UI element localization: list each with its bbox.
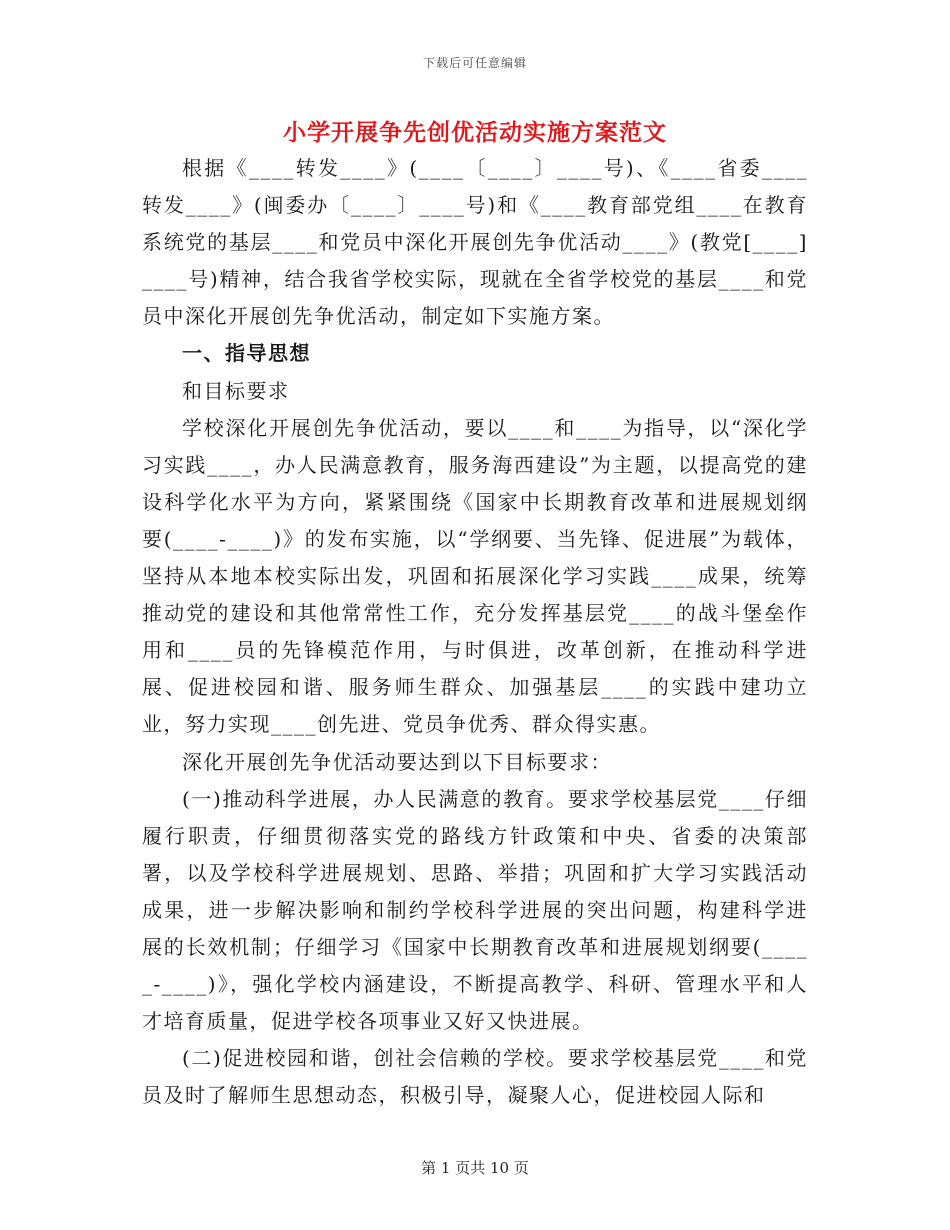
paragraph-goal-1: (一)推动科学进展，办人民满意的教育。要求学校基层党____仔细履行职责，仔细贯彻落实党的路线方针政策和中央、省委的决策部署，以及学校科学进展规划、思路、举措；巩固和扩大学习实践活动成果，进一步解决影响和制约学校科学进展的突出问题，构建科学进展的长效机制；仔细学习《国家中长期教育改革和进展规划纲要(_____-____)》，强化学校内涵建设，不断提高教学、科研、管理水平和人才培育质量，促进学校各项事业又好又快进展。: [142, 786, 808, 1034]
paragraph-goals-intro: 深化开展创先争优活动要达到以下目标要求：: [182, 749, 612, 774]
page-header: 下载后可任意编辑: [422, 56, 527, 70]
document-body: [142, 150, 808, 1114]
section-subheading: 和目标要求: [182, 378, 290, 403]
paragraph-guiding-thought: 学校深化开展创先争优活动，要以____和____为指导，以“深化学习实践____，办人民满意教育，服务海西建设”为主题，以提高党的建设科学化水平为方向，紧紧围绕《国家中长期教育改革和进展规划纲要(____-____)》的发布实施，以“学纲要、当先锋、促进展”为载体，坚持从本地本校实际出发，巩固和拓展深化学习实践____成果，统筹推动党的建设和其他常常性工作，充分发挥基层党____的战斗堡垒作用和____员的先锋模范作用，与时俱进，改革创新，在推动科学进展、促进校园和谐、服务师生群众、加强基层____的实践中建功立业，努力实现____创先进、党员争优秀、群众得实惠。: [142, 415, 808, 737]
section-heading: 一、指导思想: [182, 341, 311, 366]
document-title: 小学开展争先创优活动实施方案范文: [283, 119, 667, 146]
paragraph-intro: 根据《____转发____》(____〔____〕____号)、《____省委____转发____》(闽委办〔____〕____号)和《____教育部党组____在教育系统党的基层____和党员中深化开展创先争优活动____》(教党[____]____号)精神，结合我省学校实际，现就在全省学校党的基层____和党员中深化开展创先争优活动，制定如下实施方案。: [142, 156, 808, 329]
page-number: 第 1 页共 10 页: [421, 1159, 529, 1177]
paragraph-goal-2: (二)促进校园和谐，创社会信赖的学校。要求学校基层党____和党员及时了解师生思想动态，积极引导，凝聚人心，促进校园人际和: [142, 1046, 808, 1108]
